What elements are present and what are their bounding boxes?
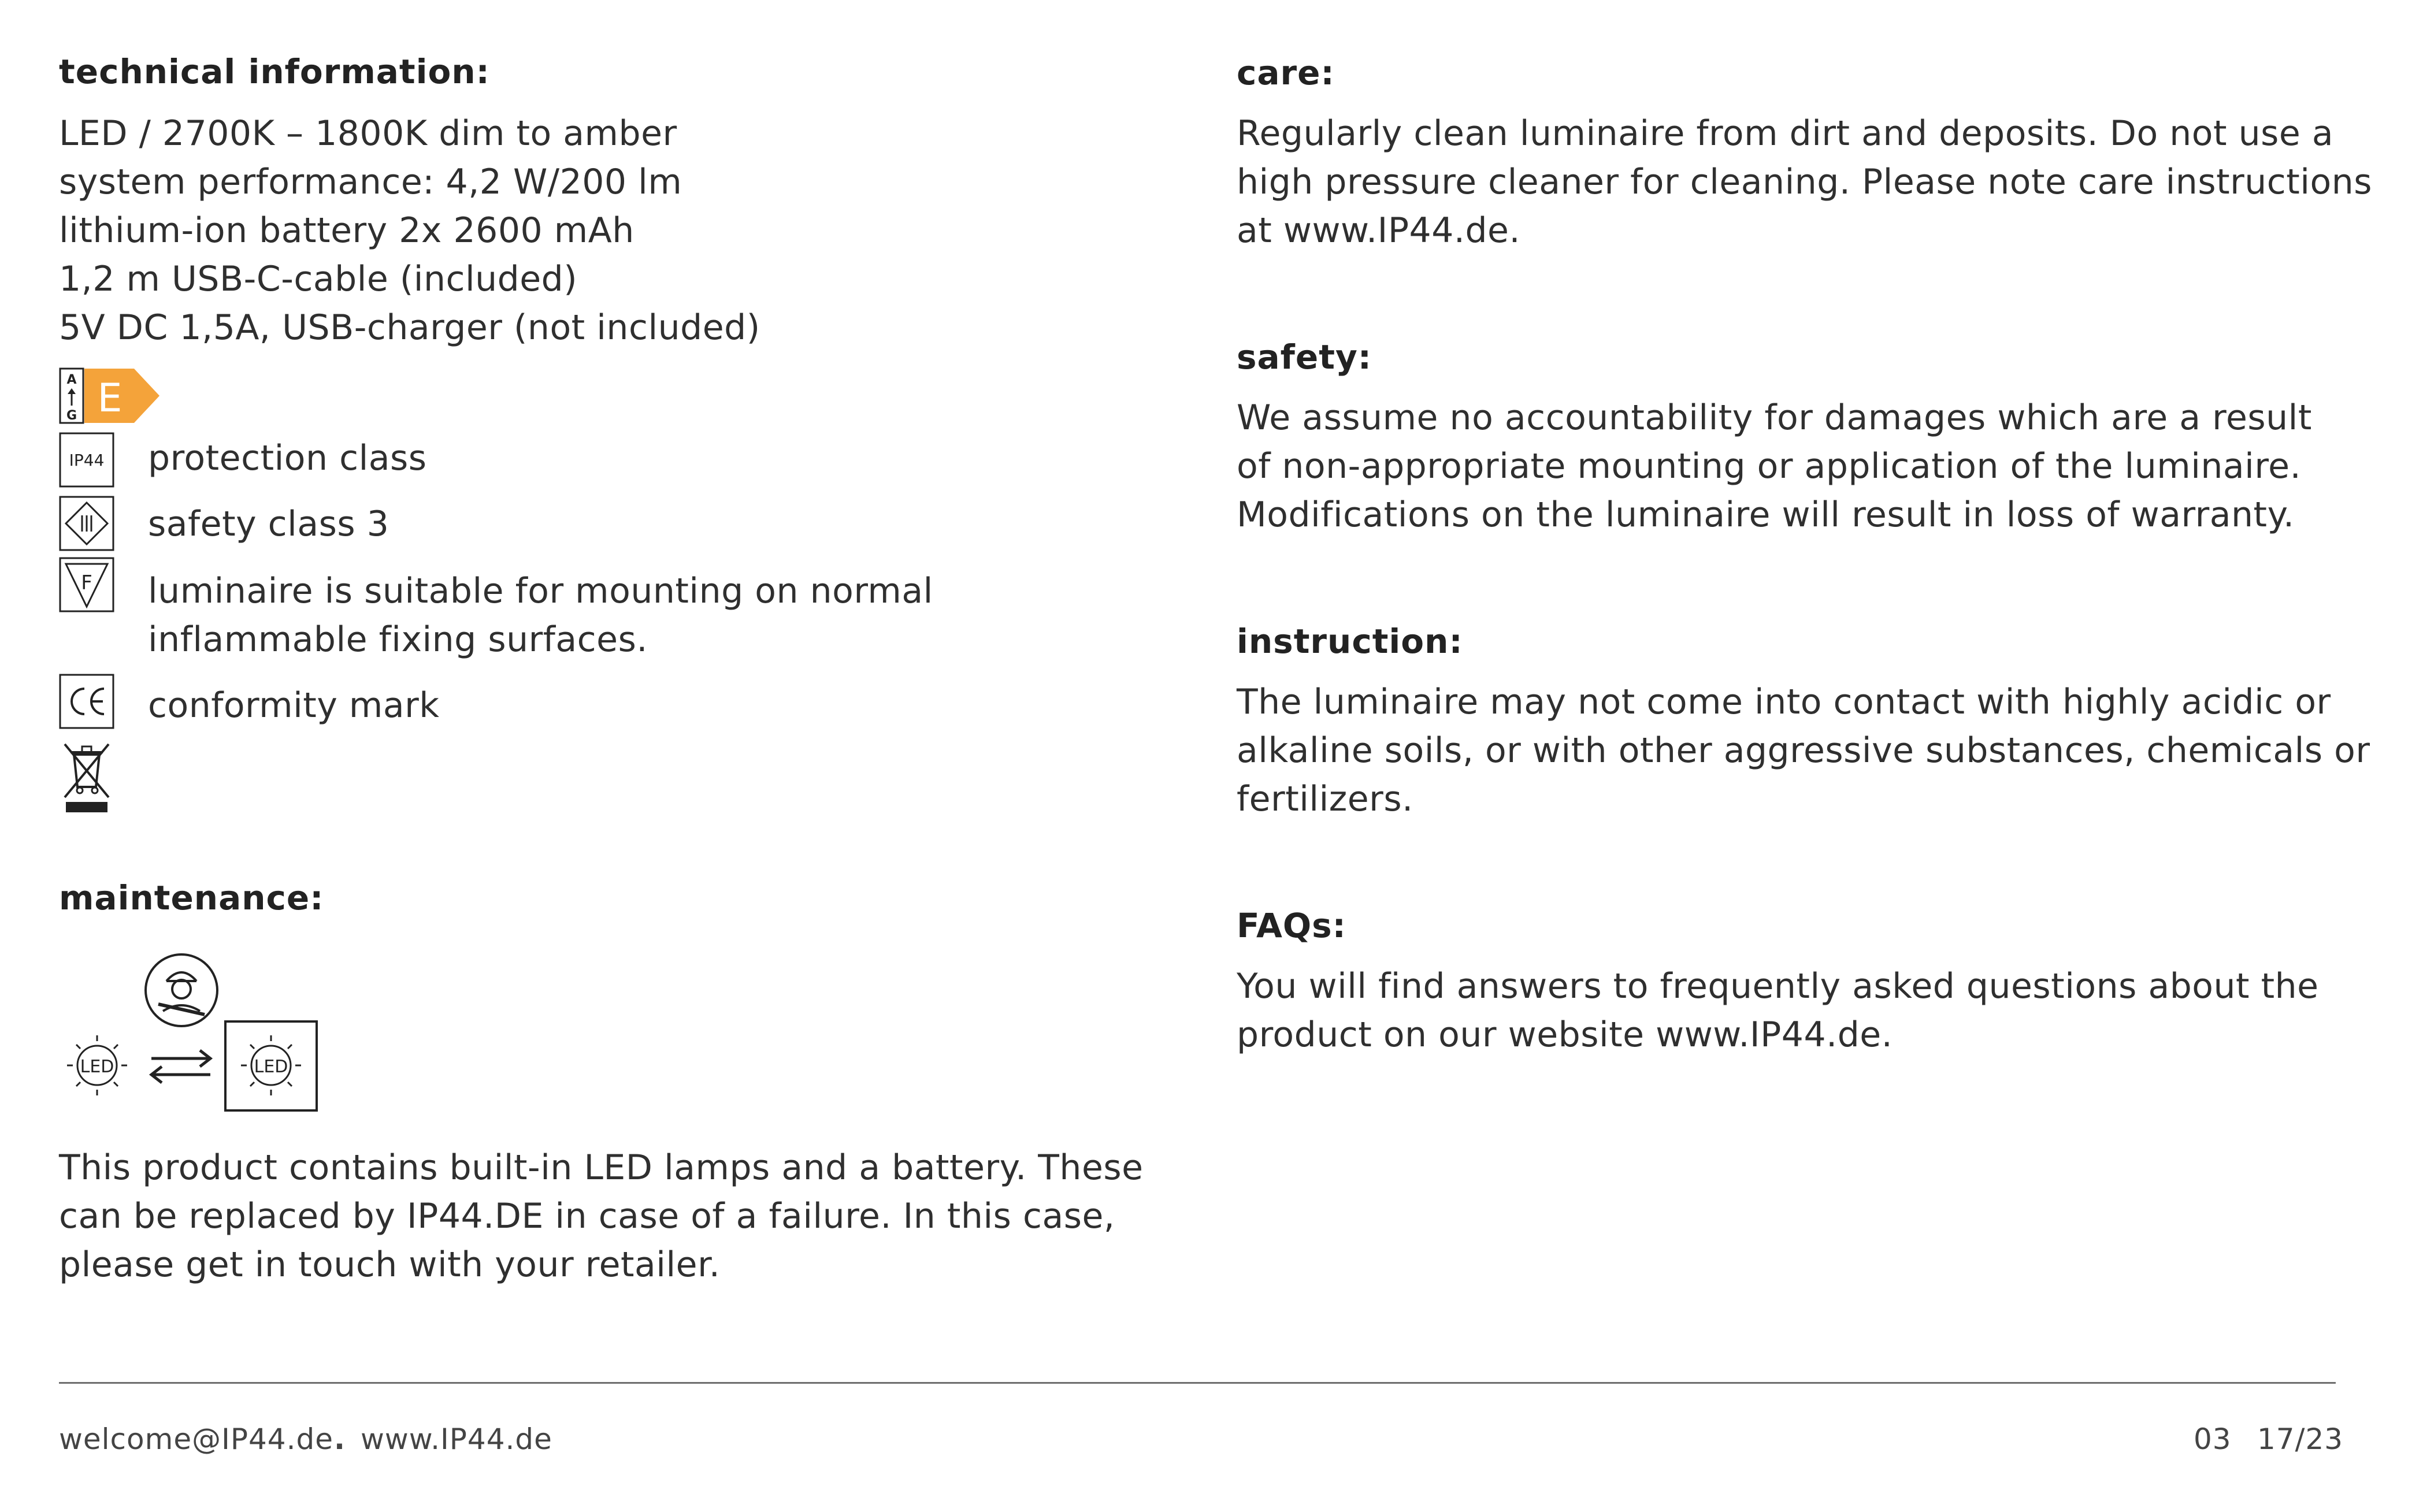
- tech-line: 5V DC 1,5A, USB-charger (not included): [59, 307, 760, 348]
- swap-arrows-icon: [151, 1050, 210, 1083]
- footer-divider: [59, 1382, 2336, 1384]
- maintenance-line: can be replaced by IP44.DE in case of a failure. In this case,: [59, 1196, 1115, 1236]
- protection-class-label: protection class: [148, 438, 427, 478]
- footer-website[interactable]: www.IP44.de: [361, 1422, 552, 1456]
- safety-line: We assume no accountability for damages which are a result: [1237, 397, 2312, 438]
- energy-class: E: [97, 376, 123, 421]
- footer-section-number: 03: [2194, 1422, 2232, 1456]
- led-text-left: LED: [80, 1057, 114, 1077]
- maintenance-diagram: [59, 951, 325, 1113]
- safety-heading: safety:: [1237, 337, 1372, 377]
- footer-page-number: 17/23: [2257, 1422, 2344, 1456]
- tech-line: LED / 2700K – 1800K dim to amber: [59, 113, 677, 154]
- led-text-right: LED: [254, 1057, 288, 1077]
- technical-heading: technical information:: [59, 52, 490, 91]
- mounting-label-1: luminaire is suitable for mounting on normal: [148, 571, 933, 611]
- ip44-icon: [59, 432, 114, 488]
- faqs-line: product on our website www.IP44.de.: [1237, 1015, 1893, 1055]
- energy-scale-bottom: G: [66, 408, 77, 423]
- tech-line: 1,2 m USB-C-cable (included): [59, 259, 578, 299]
- safety-class-label: safety class 3: [148, 504, 389, 544]
- instruction-line: fertilizers.: [1237, 779, 1413, 819]
- instruction-line: The luminaire may not come into contact with highly acidic or: [1237, 682, 2331, 722]
- led-bulb-boxed-icon: [225, 1021, 317, 1110]
- faqs-heading: FAQs:: [1237, 906, 1346, 945]
- care-line: Regularly clean luminaire from dirt and deposits. Do not use a: [1237, 113, 2334, 154]
- care-line: high pressure cleaner for cleaning. Please note care instructions: [1237, 162, 2372, 202]
- energy-scale-top: A: [66, 373, 77, 387]
- conformity-label: conformity mark: [148, 685, 440, 726]
- weee-bin-icon: [59, 740, 114, 815]
- energy-label-icon: [59, 367, 163, 425]
- ce-mark-icon: [59, 674, 114, 729]
- footer-separator: .: [334, 1422, 346, 1456]
- maintenance-line: please get in touch with your retailer.: [59, 1244, 721, 1285]
- safety-class-3-icon: [59, 496, 114, 551]
- footer-email[interactable]: welcome@IP44.de: [59, 1422, 334, 1456]
- safety-line: Modifications on the luminaire will result in loss of warranty.: [1237, 495, 2295, 535]
- maintenance-heading: maintenance:: [59, 878, 324, 917]
- instruction-heading: instruction:: [1237, 622, 1463, 661]
- f-mark-icon: [59, 557, 114, 612]
- ip44-icon-text: IP44: [69, 451, 105, 470]
- f-mark-letter: F: [81, 571, 92, 595]
- care-heading: care:: [1237, 53, 1335, 92]
- maintenance-line: This product contains built-in LED lamps and a battery. These: [59, 1147, 1144, 1188]
- tech-line: lithium-ion battery 2x 2600 mAh: [59, 210, 634, 251]
- care-line: at www.IP44.de.: [1237, 210, 1521, 251]
- mounting-label-2: inflammable fixing surfaces.: [148, 619, 648, 660]
- tech-line: system performance: 4,2 W/200 lm: [59, 162, 682, 202]
- technician-icon: [146, 954, 217, 1026]
- safety-line: of non-appropriate mounting or application of the luminaire.: [1237, 446, 2302, 486]
- instruction-line: alkaline soils, or with other aggressive substances, chemicals or: [1237, 730, 2370, 771]
- faqs-line: You will find answers to frequently asked questions about the: [1237, 966, 2319, 1006]
- led-bulb-icon: [67, 1035, 127, 1095]
